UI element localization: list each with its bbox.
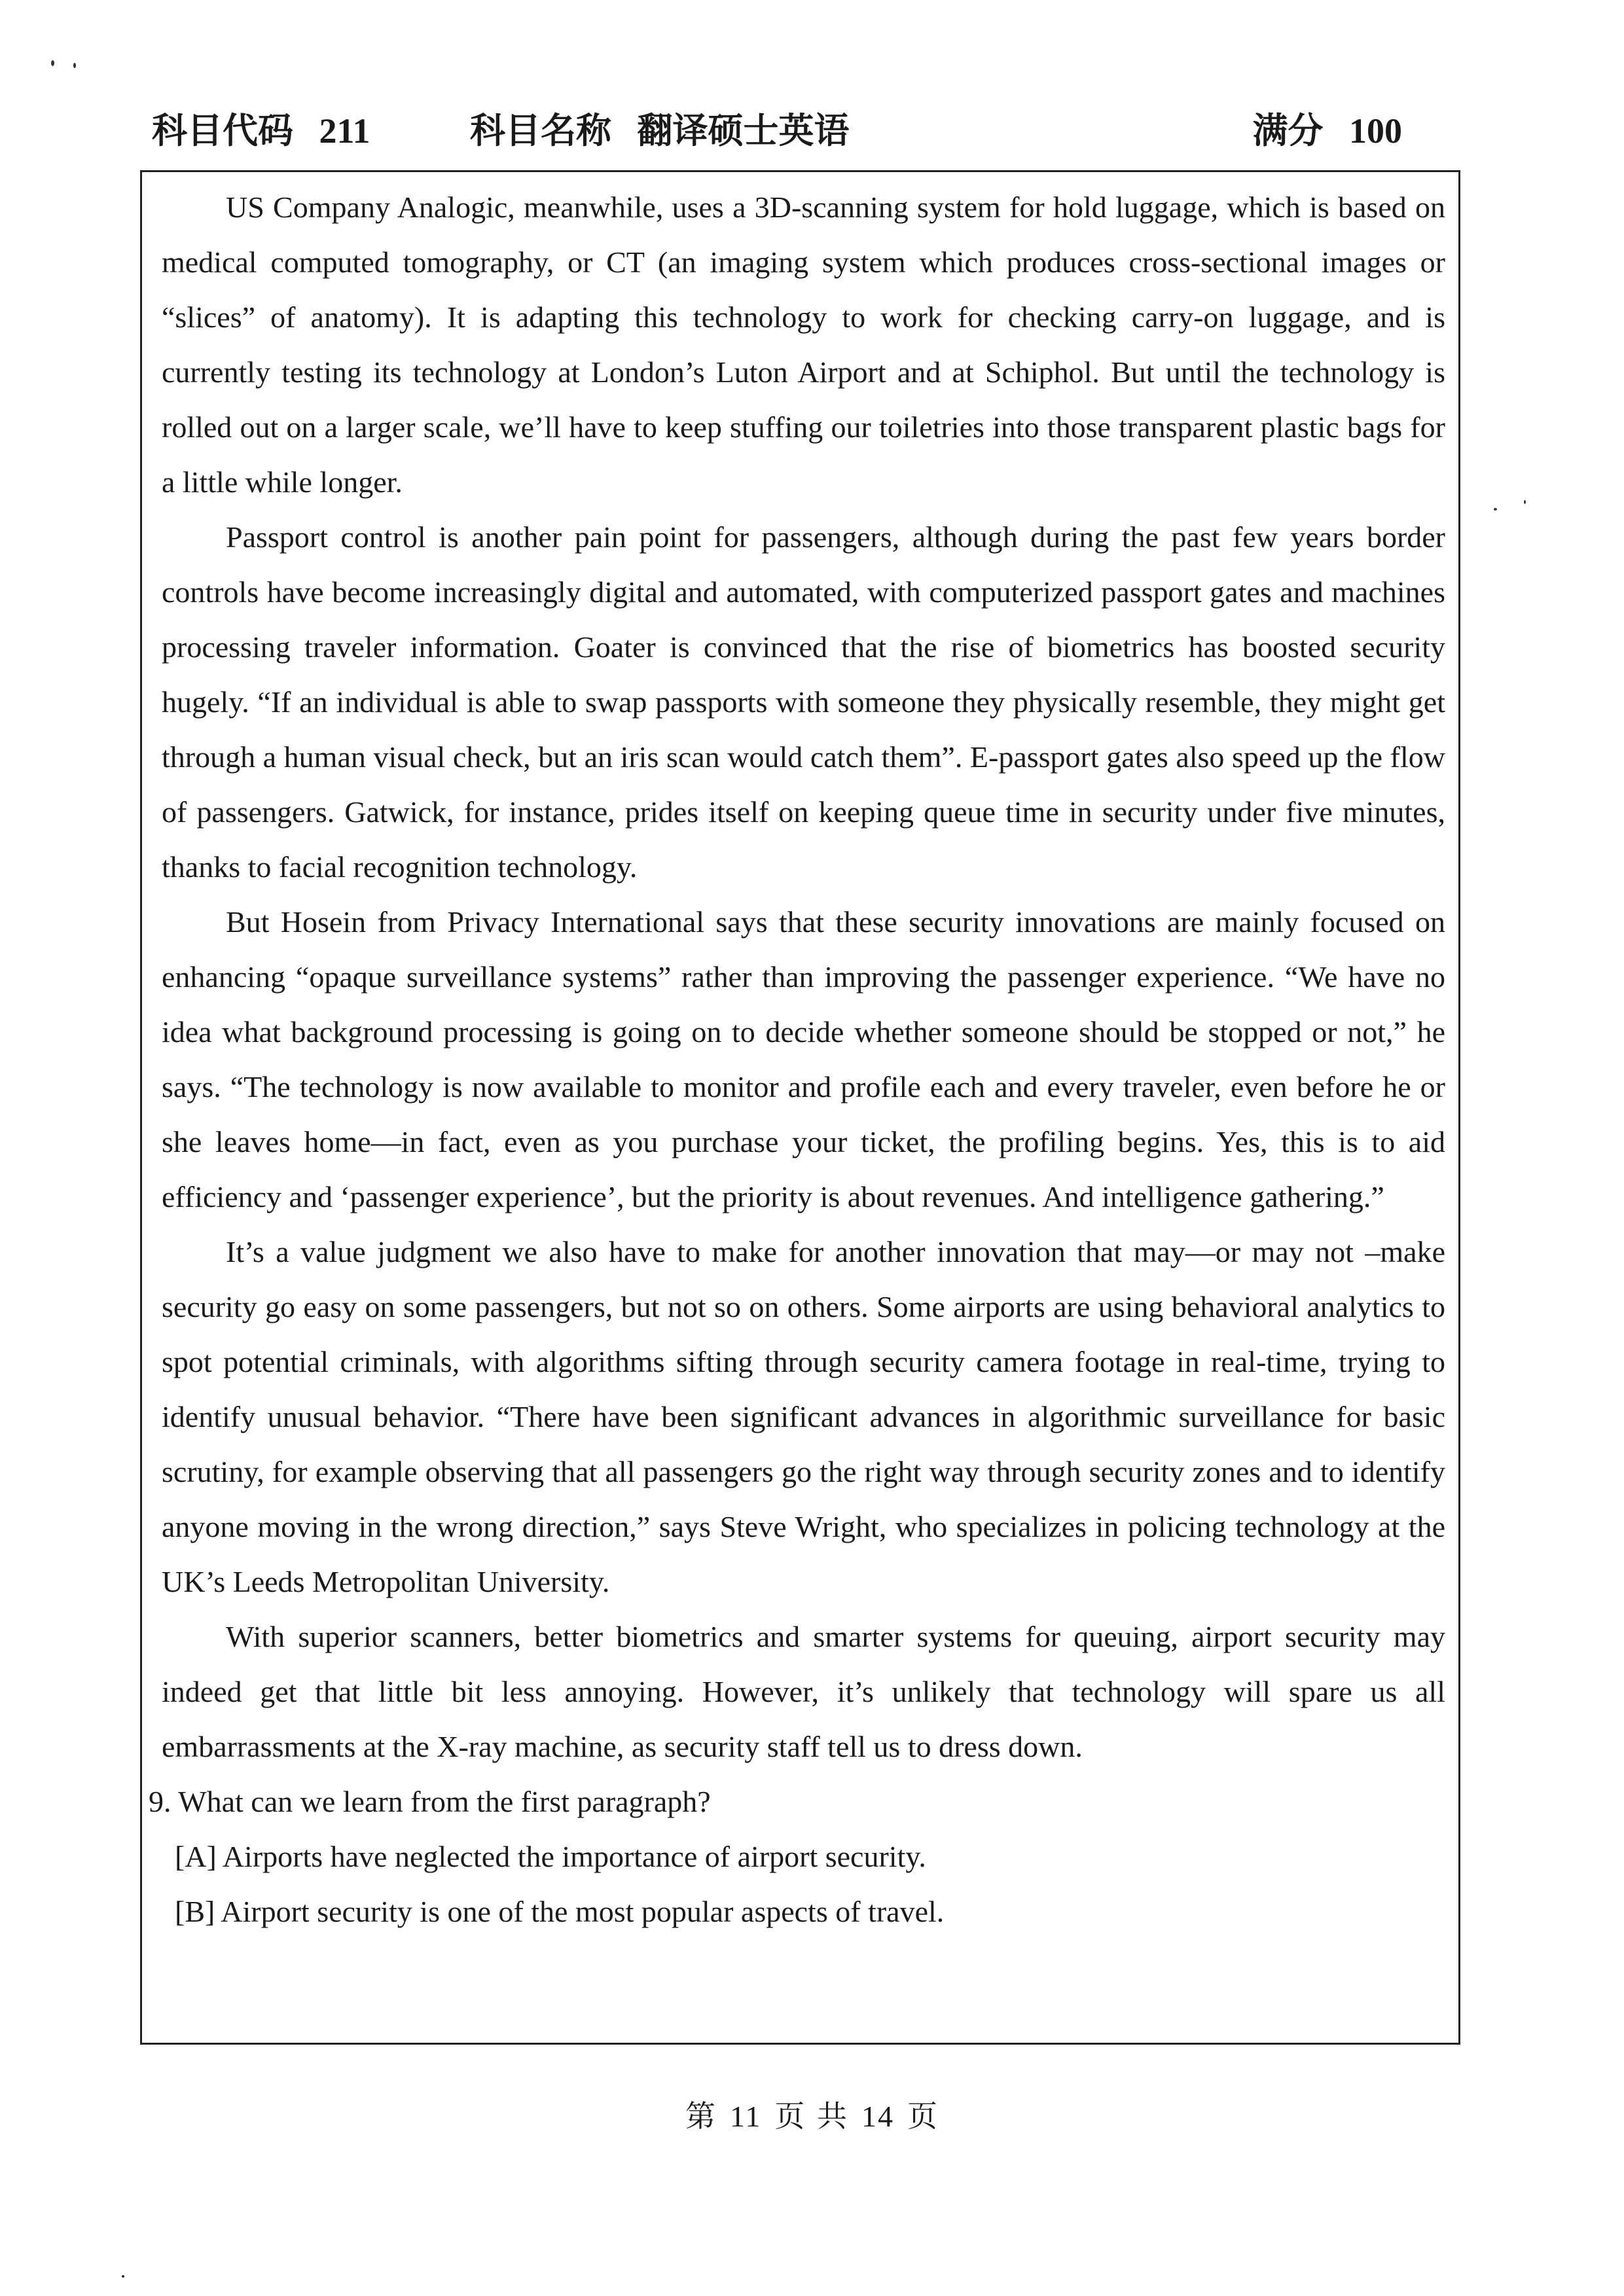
scan-speck — [73, 63, 76, 68]
paragraph-2: Passport control is another pain point for passengers, although during the past few years border controls have become increasingly digital and automated, with computerized passport gates and machines processing traveler information. Goater is convinced that the rise of biometrics has boosted security hugely. “If an individual is able to swap passports with someone they physically resemble, they might get through a human visual check, but an iris scan would catch them”. E-passport gates also speed up the flow of passengers. Gatwick, for instance, prides itself on keeping queue time in security under five minutes, thanks to facial recognition technology. — [162, 520, 1445, 884]
paragraph-3: But Hosein from Privacy International says that these security innovations are mainly focused on enhancing “opaque surveillance systems” rather than improving the passenger experience. “We have no idea what background processing is going on to decide whether someone should be stopped or not,” he says. “The technology is now available to monitor and profile each and every traveler, even before he or she leaves home—in fact, even as you purchase your ticket, the profiling begins. Yes, this is to aid efficiency and ‘passenger experience’, but the priority is about revenues. And intelligence gathering.” — [162, 905, 1445, 1213]
scan-speck — [51, 60, 54, 66]
question-stem: 9. What can we learn from the first paragraph? — [149, 1785, 711, 1818]
scan-speck — [1494, 508, 1497, 511]
subject-name — [470, 105, 850, 157]
scan-speck — [1524, 500, 1526, 504]
subject-code-value: 211 — [319, 111, 370, 151]
footer-middle: 页 共 — [774, 2098, 848, 2134]
option-b: [B] Airport security is one of the most popular aspects of travel. — [175, 1895, 945, 1928]
subject-code — [152, 105, 370, 157]
subject-code-label: 科目代码 — [152, 110, 293, 151]
footer-suffix: 页 — [907, 2098, 939, 2134]
option-a: [A] Airports have neglected the importance of airport security. — [175, 1840, 926, 1873]
footer-page-number: 11 — [730, 2100, 762, 2133]
passage-box — [140, 170, 1460, 2045]
paragraph-1: US Company Analogic, meanwhile, uses a 3D-scanning system for hold luggage, which is based on medical computed tomography, or CT (an imaging system which produces cross-sectional images or “slices” of anatomy). It is adapting this technology to work for checking carry-on luggage, and is currently testing its technology at London’s Luton Airport and at Schiphol. But until the technology is rolled out on a larger scale, we’ll have to keep stuffing our toiletries into those transparent plastic bags for a little while longer. — [162, 190, 1445, 499]
footer-total-pages: 14 — [861, 2100, 894, 2133]
footer-prefix: 第 — [685, 2098, 717, 2134]
full-score — [1253, 105, 1403, 157]
subject-name-label: 科目名称 — [470, 110, 611, 151]
exam-header — [152, 105, 1402, 157]
paragraph-4: It’s a value judgment we also have to make for another innovation that may—or may not –make security go easy on some passengers, but not so on others. Some airports are using behavioral analytics to spot potential criminals, with algorithms sifting through security camera footage in real-time, trying to identify unusual behavior. “There have been significant advances in algorithmic surveillance for basic scrutiny, for example observing that all passengers go the right way through security zones and to identify anyone moving in the wrong direction,” says Steve Wright, who specializes in policing technology at the UK’s Leeds Metropolitan University. — [162, 1235, 1445, 1598]
subject-name-value: 翻译硕士英语 — [637, 110, 850, 151]
paragraph-5: With superior scanners, better biometrics and smarter systems for queuing, airport security may indeed get that little bit less annoying. However, it’s unlikely that technology will spare us all embarrassments at the X-ray machine, as security staff tell us to dress down. — [162, 1620, 1445, 1763]
full-score-label: 满分 — [1252, 110, 1324, 151]
page-footer — [0, 2093, 1624, 2140]
scan-speck — [122, 2275, 124, 2278]
full-score-value: 100 — [1349, 111, 1402, 151]
